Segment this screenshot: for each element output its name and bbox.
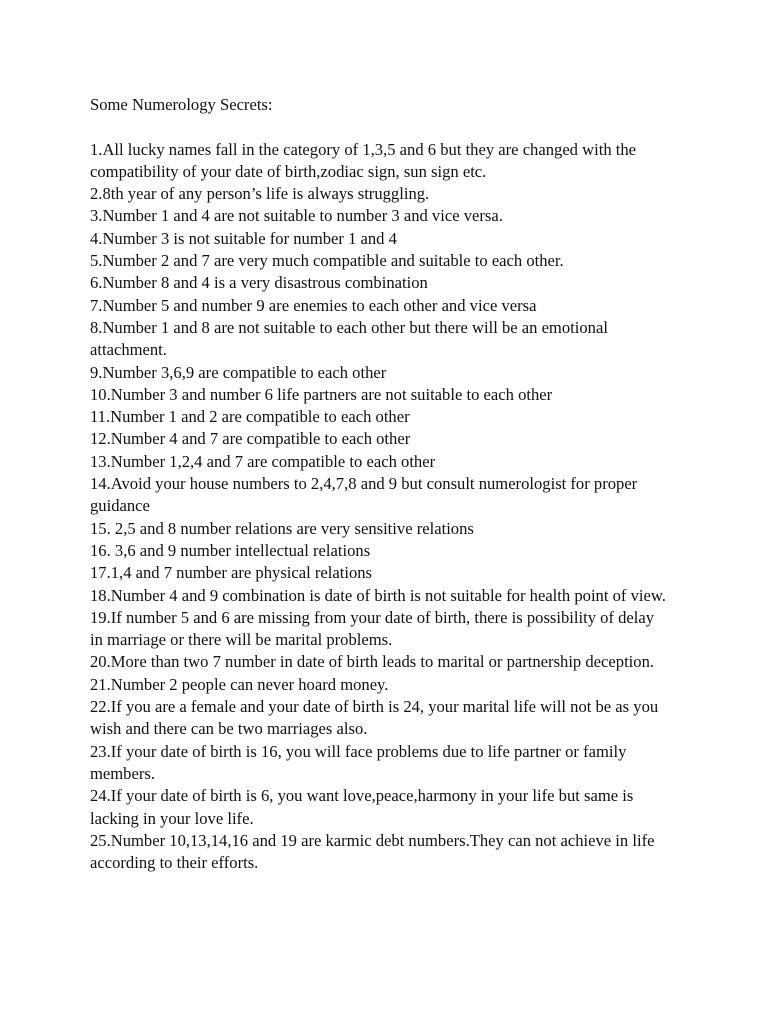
list-item: 18.Number 4 and 9 combination is date of birth is not suitable for health point of view.	[90, 585, 666, 605]
list-item: 21.Number 2 people can never hoard money.	[90, 674, 389, 694]
list-item: 22.If you are a female and your date of birth is 24, your marital life will not be as you wish and there can be two marriages also.	[90, 697, 659, 739]
list-item: 15. 2,5 and 8 number relations are very sensitive relations	[90, 518, 474, 538]
list-item: 25.Number 10,13,14,16 and 19 are karmic debt numbers.They can not achieve in life according to their efforts.	[90, 830, 655, 873]
list-item: 20.More than two 7 number in date of birth leads to marital or partnership deception.	[90, 652, 655, 672]
list-item: 11.Number 1 and 2 are compatible to each other	[90, 407, 410, 427]
list-item: 13.Number 1,2,4 and 7 are compatible to each other	[90, 451, 436, 471]
list-item: 2.8th year of any person’s life is always struggling.	[90, 184, 430, 204]
list-item: 12.Number 4 and 7 are compatible to each other	[90, 429, 411, 449]
document-title: Some Numerology Secrets:	[90, 95, 273, 114]
list-item: 24.If your date of birth is 6, you want love,peace,harmony in your life but same is lacking in your love life.	[90, 786, 634, 828]
list-item: 23.If your date of birth is 16, you will face problems due to life partner or family members.	[90, 741, 627, 783]
list-item: 10.Number 3 and number 6 life partners are not suitable to each other	[90, 384, 553, 404]
secrets-list	[90, 139, 670, 875]
document-body	[90, 94, 670, 874]
list-item: 14.Avoid your house numbers to 2,4,7,8 and 9 but consult numerologist for proper guidance	[90, 474, 638, 516]
list-item: 1.All lucky names fall in the category of 1,3,5 and 6 but they are changed with the compatibility of your date of birth,zodiac sign, sun sign etc.	[90, 139, 637, 181]
list-item: 6.Number 8 and 4 is a very disastrous combination	[90, 273, 428, 293]
list-item: 5.Number 2 and 7 are very much compatible and suitable to each other.	[90, 251, 564, 271]
list-item: 16. 3,6 and 9 number intellectual relations	[90, 540, 371, 560]
list-item: 7.Number 5 and number 9 are enemies to each other and vice versa	[90, 295, 537, 315]
list-item: 19.If number 5 and 6 are missing from your date of birth, there is possibility of delay in marriage or there will be marital problems.	[90, 607, 655, 650]
list-item: 8.Number 1 and 8 are not suitable to each other but there will be an emotional attachment.	[90, 317, 608, 360]
list-item: 9.Number 3,6,9 are compatible to each other	[90, 362, 387, 382]
list-item: 4.Number 3 is not suitable for number 1 and 4	[90, 228, 397, 248]
list-item: 3.Number 1 and 4 are not suitable to number 3 and vice versa.	[90, 206, 503, 226]
list-item: 17.1,4 and 7 number are physical relations	[90, 563, 373, 583]
